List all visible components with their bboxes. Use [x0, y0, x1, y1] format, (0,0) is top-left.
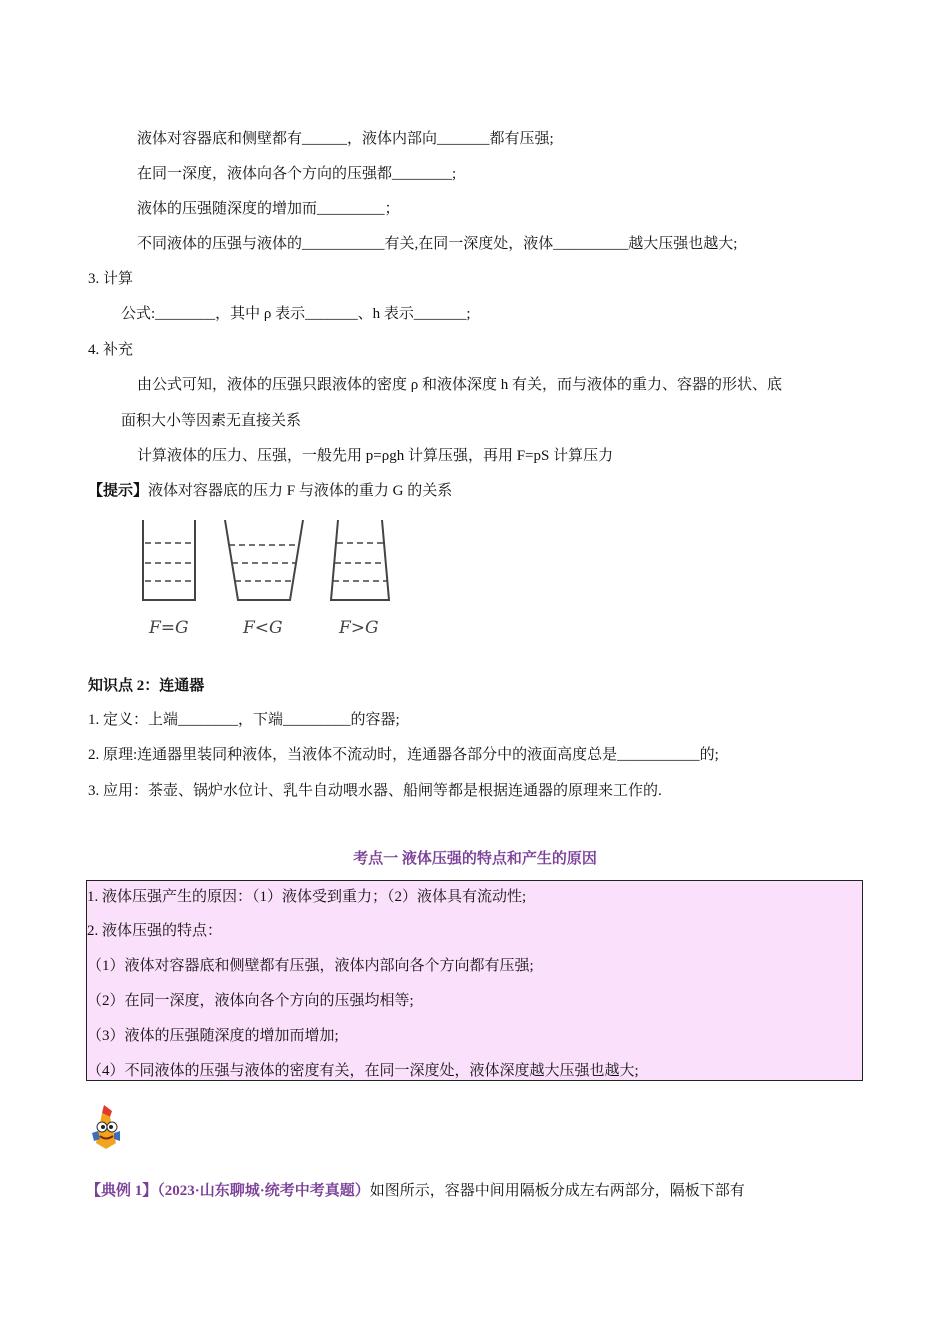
container-wide-bottom — [331, 520, 389, 600]
box-line: （1）液体对容器底和侧壁都有压强，液体内部向各个方向都有压强; — [87, 958, 534, 974]
hint-text: 液体对容器底的压力 F 与液体的重力 G 的关系 — [148, 483, 453, 499]
box-line: （3）液体的压强随深度的增加而增加; — [87, 1028, 339, 1044]
text-line: 由公式可知，液体的压强只跟液体的密度 ρ 和液体深度 h 有关，而与液体的重力、容器的形状、底 — [137, 377, 782, 393]
label-less: F<G — [243, 618, 283, 638]
label-equal: F=G — [149, 618, 189, 638]
container-straight — [143, 520, 195, 600]
text-line: 在同一深度，液体向各个方向的压强都________; — [137, 166, 457, 182]
container-figure — [133, 515, 393, 640]
label-greater: F>G — [339, 618, 379, 638]
text-line: 液体的压强随深度的增加而_________； — [137, 201, 400, 217]
definition-line: 1. 定义：上端________，下端_________的容器; — [88, 712, 400, 728]
hint-tag: 【提示】 — [88, 483, 149, 499]
application-line: 3. 应用：茶壶、锅炉水位计、乳牛自动喂水器、船闸等都是根据连通器的原理来工作的. — [88, 783, 662, 799]
text-line: 液体对容器底和侧壁都有______，液体内部向_______都有压强; — [137, 131, 554, 147]
box-line: （4）不同液体的压强与液体的密度有关，在同一深度处，液体深度越大压强也越大; — [87, 1063, 639, 1079]
example-tag: 【典例 1】（2023·山东聊城·统考中考真题） — [86, 1183, 370, 1199]
principle-line: 2. 原理:连通器里装同种液体，当液体不流动时，连通器各部分中的液面高度总是___________的; — [88, 747, 719, 763]
heading-calc: 3. 计算 — [88, 271, 134, 287]
box-line: 1. 液体压强产生的原因：（1）液体受到重力；（2）液体具有流动性; — [87, 889, 527, 905]
container-wide-top — [225, 520, 303, 600]
text-line: 面积大小等因素无直接关系 — [121, 413, 302, 429]
hint-line — [88, 481, 452, 501]
summary-box — [86, 880, 863, 1081]
box-line: 2. 液体压强的特点： — [87, 923, 223, 939]
formula-line: 公式:________，其中 ρ 表示_______、h 表示_______; — [121, 306, 471, 322]
text-line: 不同液体的压强与液体的___________有关,在同一深度处，液体__________越大压强也越大; — [137, 236, 738, 252]
pencil-mascot-icon — [86, 1103, 126, 1153]
box-line: （2）在同一深度，液体向各个方向的压强均相等; — [87, 993, 414, 1009]
kaodian-title: 考点一 液体压强的特点和产生的原因 — [353, 851, 597, 867]
text-line: 计算液体的压力、压强，一般先用 p=ρgh 计算压强，再用 F=pS 计算压力 — [137, 448, 614, 464]
section-heading: 知识点 2：连通器 — [88, 678, 205, 694]
example-text: 如图所示，容器中间用隔板分成左右两部分，隔板下部有 — [369, 1183, 745, 1199]
heading-supplement: 4. 补充 — [88, 342, 134, 358]
example-line — [86, 1181, 745, 1201]
